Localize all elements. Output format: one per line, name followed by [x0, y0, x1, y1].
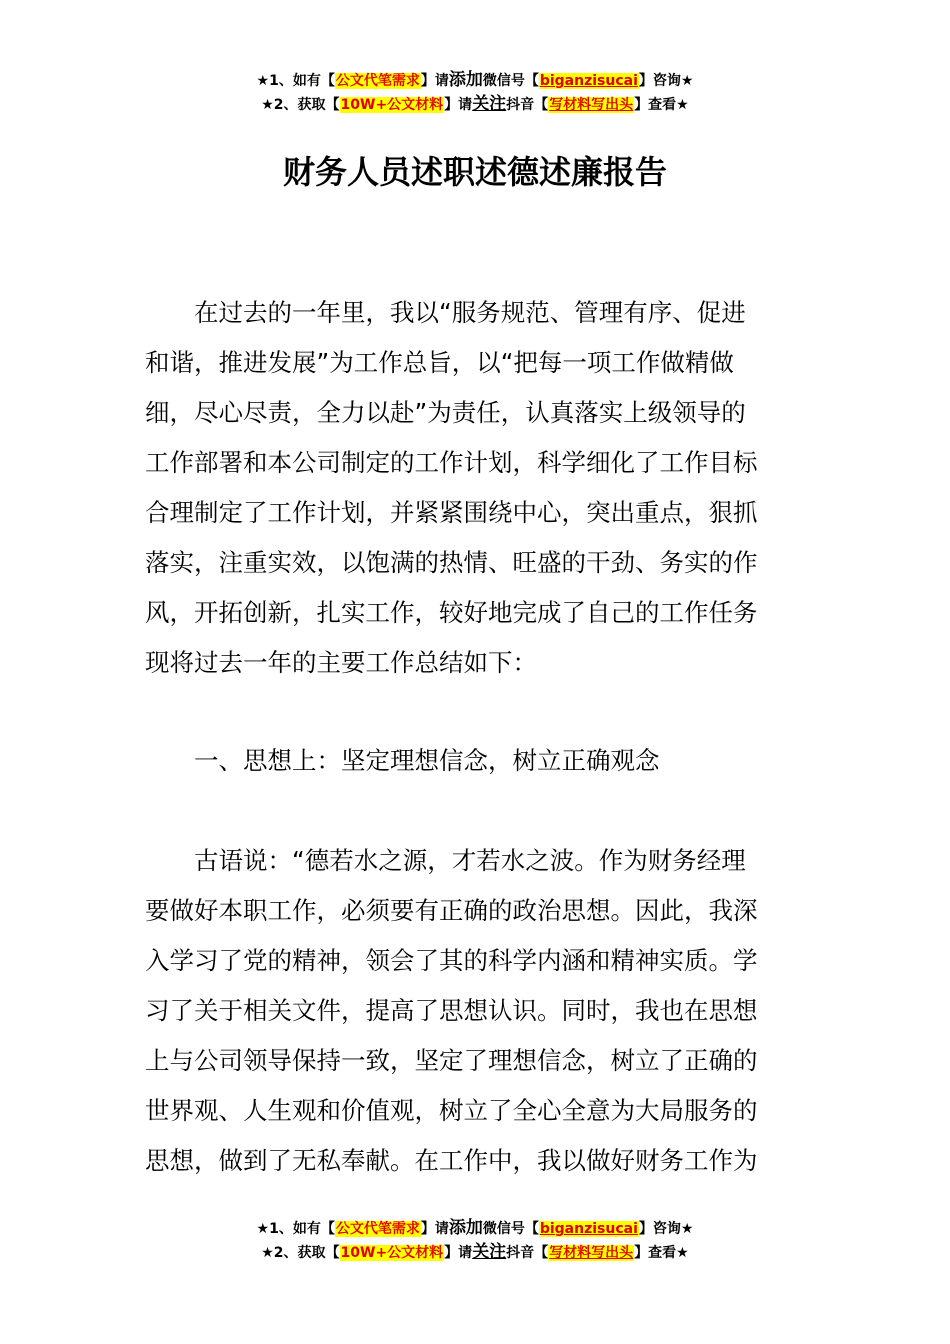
- banner-text: ★2、获取【: [261, 1245, 340, 1261]
- body-line: 工作部署和本公司制定的工作计划，科学细化了工作目标: [145, 448, 758, 477]
- highlight-materials: 10W+公文材料: [340, 97, 444, 113]
- banner-line-2: [0, 1240, 950, 1264]
- body-line: 要做好本职工作，必须要有正确的政治思想。因此，我深: [145, 896, 758, 925]
- wechat-id-link[interactable]: biganzisucai: [539, 73, 638, 89]
- banner-text: 】咨询★: [638, 1221, 694, 1237]
- banner-text: 抖音【: [506, 97, 549, 113]
- banner-line-1: [0, 68, 950, 92]
- banner-text: ★1、如有【: [256, 1221, 335, 1237]
- douyin-account-link[interactable]: 写材料写出头: [549, 1245, 634, 1261]
- banner-line-1: [0, 1216, 950, 1240]
- banner-text: 微信号【: [482, 1221, 539, 1237]
- header-banner: [0, 68, 950, 116]
- banner-text: 】请: [420, 1221, 449, 1237]
- banner-text: 】请: [444, 97, 473, 113]
- body-line: 现将过去一年的主要工作总结如下：: [145, 648, 537, 677]
- banner-text: 】请: [444, 1245, 473, 1261]
- highlight-materials: 10W+公文材料: [340, 1245, 444, 1261]
- section-heading: 一、思想上：坚定理想信念，树立正确观念: [145, 746, 660, 775]
- banner-line-2: [0, 92, 950, 116]
- banner-text: 】请: [420, 73, 449, 89]
- body-line: 入学习了党的精神，领会了其的科学内涵和精神实质。学: [145, 946, 758, 975]
- highlight-service: 公文代笔需求: [335, 1221, 420, 1237]
- body-line: 习了关于相关文件，提高了思想认识。同时，我也在思想: [145, 996, 758, 1025]
- banner-emphasis: 添加: [448, 70, 483, 90]
- body-line: 在过去的一年里，我以“服务规范、管理有序、促进: [145, 298, 746, 327]
- document-title: 财务人员述职述德述廉报告: [282, 153, 667, 191]
- body-line: 落实，注重实效，以饱满的热情、旺盛的干劲、务实的作: [145, 548, 758, 577]
- banner-text: 】咨询★: [638, 73, 694, 89]
- banner-text: ★1、如有【: [256, 73, 335, 89]
- banner-text: 微信号【: [482, 73, 539, 89]
- body-line: 思想，做到了无私奉献。在工作中，我以做好财务工作为: [145, 1146, 758, 1175]
- wechat-id-link[interactable]: biganzisucai: [539, 1221, 638, 1237]
- body-line: 合理制定了工作计划，并紧紧围绕中心，突出重点，狠抓: [145, 498, 758, 527]
- body-line: 风，开拓创新，扎实工作，较好地完成了自己的工作任务: [145, 598, 758, 627]
- body-line: 世界观、人生观和价值观，树立了全心全意为大局服务的: [145, 1096, 758, 1125]
- banner-emphasis: 关注: [472, 1242, 507, 1262]
- douyin-account-link[interactable]: 写材料写出头: [549, 97, 634, 113]
- banner-emphasis: 关注: [472, 94, 507, 114]
- highlight-service: 公文代笔需求: [335, 73, 420, 89]
- body-line: 古语说：“德若水之源，才若水之波。作为财务经理: [145, 846, 746, 875]
- footer-banner: [0, 1216, 950, 1264]
- body-line: 上与公司领导保持一致，坚定了理想信念，树立了正确的: [145, 1046, 758, 1075]
- body-line: 细，尽心尽责，全力以赴”为责任，认真落实上级领导的: [145, 398, 746, 427]
- banner-text: ★2、获取【: [261, 97, 340, 113]
- body-line: 和谐，推进发展”为工作总旨，以“把每一项工作做精做: [145, 348, 734, 377]
- banner-text: 】查看★: [634, 97, 689, 113]
- banner-text: 】查看★: [634, 1245, 689, 1261]
- banner-text: 抖音【: [506, 1245, 549, 1261]
- banner-emphasis: 添加: [448, 1218, 483, 1238]
